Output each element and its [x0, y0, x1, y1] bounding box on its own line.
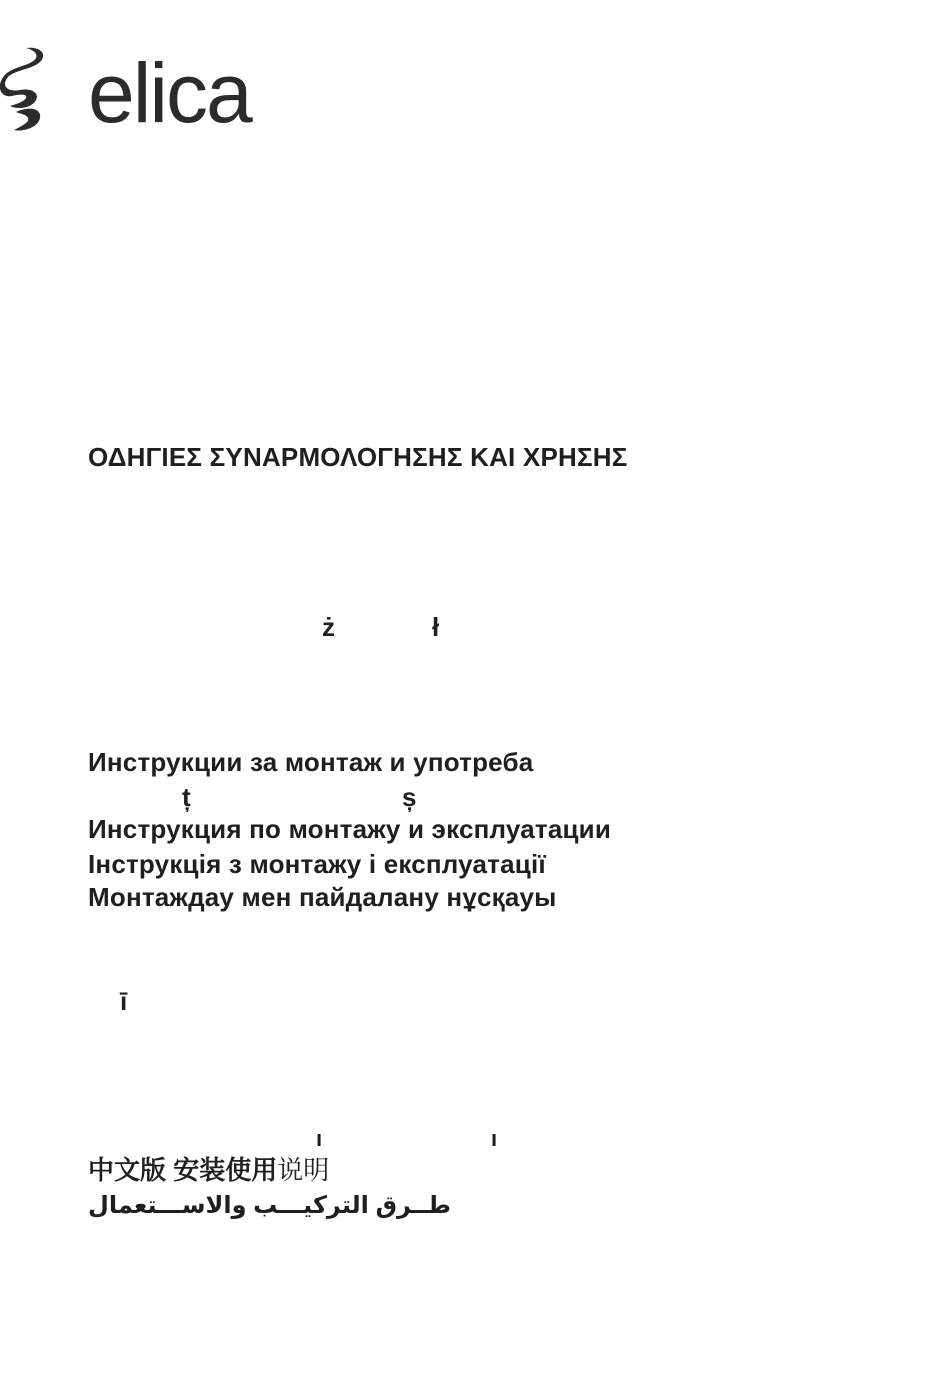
- turkish-fragment-1: ı: [316, 1126, 323, 1151]
- title-chinese: [88, 1153, 329, 1187]
- title-greek: ΟΔΗΓΙΕΣ ΣΥΝΑΡΜΟΛΟΓΗΣΗΣ ΚΑΙ ΧΡΗΣΗΣ: [88, 442, 628, 472]
- title-kazakh: Монтаждау мен пайдалану нұсқауы: [88, 882, 557, 912]
- turkish-fragment-2: ı: [491, 1126, 498, 1151]
- title-russian: Инструкция по монтажу и эксплуатации: [88, 814, 612, 844]
- title-chinese-bold: 中文版 安装使用: [88, 1155, 278, 1185]
- polish-fragment-1: ż: [322, 612, 335, 642]
- title-bulgarian: Инструкции за монтаж и употреба: [88, 747, 534, 777]
- title-ukrainian: Інструкція з монтажу і експлуатації: [88, 849, 546, 879]
- polish-fragment-2: ł: [432, 612, 440, 642]
- latvian-fragment: ī: [120, 986, 128, 1016]
- elica-logo-graphic: [0, 40, 320, 136]
- romanian-fragment-1: ț: [182, 782, 191, 812]
- title-chinese-light: 说明: [277, 1155, 330, 1185]
- title-arabic: طــرق التركيـــب والاســـتعمال: [88, 1192, 451, 1219]
- logo-wordmark: elica: [88, 46, 251, 136]
- elica-logo: [0, 40, 320, 136]
- romanian-fragment-2: ș: [402, 782, 417, 812]
